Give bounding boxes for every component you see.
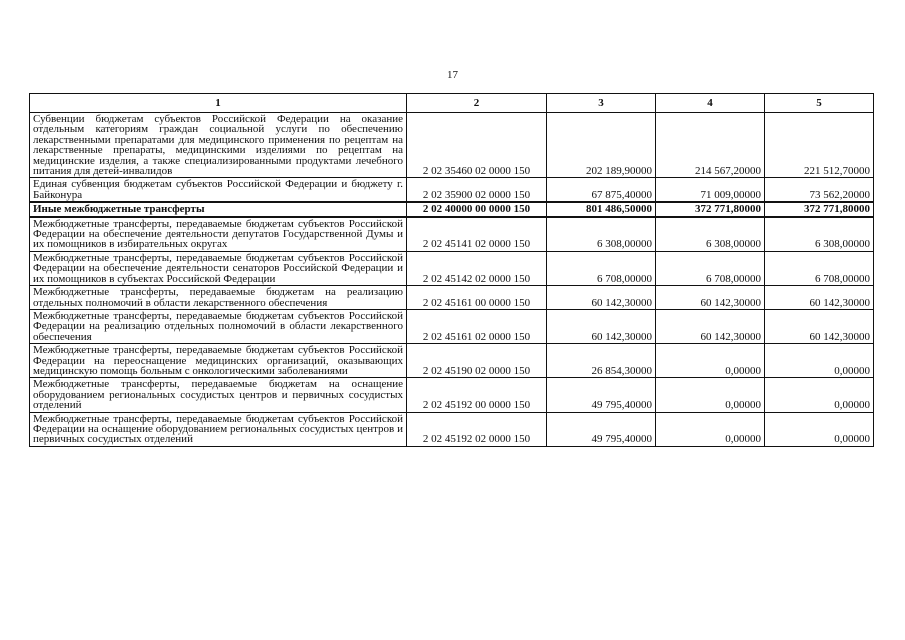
table-row: [30, 178, 874, 202]
row-value-col4: 60 142,30000: [656, 309, 765, 343]
table-row: [30, 378, 874, 412]
row-name-cell: Межбюджетные трансферты, передаваемые бюджетам субъектов Российской Федерации на обеспечение деятельности депутатов Государственной Думы и их помощников в избирательных округах: [30, 217, 407, 252]
page-number: 17: [447, 69, 458, 81]
row-name-cell: Межбюджетные трансферты, передаваемые бюджетам на реализацию отдельных полномочий в области лекарственного обеспечения: [30, 286, 407, 310]
row-name-cell: Иные межбюджетные трансферты: [30, 202, 407, 216]
row-name-cell: Межбюджетные трансферты, передаваемые бюджетам субъектов Российской Федерации на оснащение оборудованием региональных сосудистых центров и первичных сосудистых отделений: [30, 412, 407, 446]
row-value-col4: 0,00000: [656, 412, 765, 446]
row-value-col4: 0,00000: [656, 344, 765, 378]
row-code-cell: 2 02 45142 02 0000 150: [407, 251, 547, 285]
row-name-cell: Межбюджетные трансферты, передаваемые бюджетам субъектов Российской Федерации на обеспечение деятельности сенаторов Российской Федерации и их помощников в субъектах Российской Федерации: [30, 251, 407, 285]
row-value-col3: 49 795,40000: [547, 412, 656, 446]
row-value-col3: 801 486,50000: [547, 202, 656, 216]
row-value-col5: 0,00000: [765, 344, 874, 378]
row-name-cell: Межбюджетные трансферты, передаваемые бюджетам субъектов Российской Федерации на реализацию отдельных полномочий в области лекарственного обеспечения: [30, 309, 407, 343]
table-row: [30, 412, 874, 446]
row-value-col5: 372 771,80000: [765, 202, 874, 216]
row-value-col4: 6 308,00000: [656, 217, 765, 252]
row-name-cell: Единая субвенция бюджетам субъектов Российской Федерации и бюджету г. Байконура: [30, 178, 407, 202]
row-value-col5: 73 562,20000: [765, 178, 874, 202]
row-value-col4: 71 009,00000: [656, 178, 765, 202]
row-code-cell: 2 02 40000 00 0000 150: [407, 202, 547, 216]
row-code-cell: 2 02 45161 00 0000 150: [407, 286, 547, 310]
row-value-col4: 60 142,30000: [656, 286, 765, 310]
row-value-col4: 372 771,80000: [656, 202, 765, 216]
row-value-col4: 0,00000: [656, 378, 765, 412]
row-value-col4: 6 708,00000: [656, 251, 765, 285]
row-code-cell: 2 02 45161 02 0000 150: [407, 309, 547, 343]
row-value-col5: 6 708,00000: [765, 251, 874, 285]
budget-table: [29, 93, 874, 447]
row-name-cell: Межбюджетные трансферты, передаваемые бюджетам субъектов Российской Федерации на переоснащение медицинских организаций, оказывающих медицинскую помощь больным с онкологическими заболеваниями: [30, 344, 407, 378]
row-value-col5: 60 142,30000: [765, 309, 874, 343]
row-value-col3: 67 875,40000: [547, 178, 656, 202]
column-header-1: 1: [30, 94, 407, 113]
row-code-cell: 2 02 45190 02 0000 150: [407, 344, 547, 378]
row-name-cell: Межбюджетные трансферты, передаваемые бюджетам на оснащение оборудованием региональных сосудистых центров и первичных сосудистых отделений: [30, 378, 407, 412]
row-value-col3: 6 308,00000: [547, 217, 656, 252]
row-code-cell: 2 02 45141 02 0000 150: [407, 217, 547, 252]
row-value-col5: 6 308,00000: [765, 217, 874, 252]
row-name-cell: Субвенции бюджетам субъектов Российской Федерации на оказание отдельным категориям граждан социальной услуги по обеспечению лекарственными препаратами для медицинского применения по рецептам на лекарственные препараты, медицинскими изделиями по рецептам на медицинские изделия, а также специализированными продуктами лечебного питания для детей-инвалидов: [30, 113, 407, 178]
table-row: [30, 217, 874, 252]
row-code-cell: 2 02 45192 00 0000 150: [407, 378, 547, 412]
row-value-col3: 6 708,00000: [547, 251, 656, 285]
table-header-row: [30, 94, 874, 113]
table-row: [30, 286, 874, 310]
table-row: [30, 202, 874, 216]
table-row: [30, 113, 874, 178]
row-code-cell: 2 02 45192 02 0000 150: [407, 412, 547, 446]
row-value-col5: 221 512,70000: [765, 113, 874, 178]
row-code-cell: 2 02 35460 02 0000 150: [407, 113, 547, 178]
table-body: [30, 113, 874, 447]
row-value-col3: 60 142,30000: [547, 286, 656, 310]
row-value-col3: 202 189,90000: [547, 113, 656, 178]
row-value-col4: 214 567,20000: [656, 113, 765, 178]
row-value-col3: 49 795,40000: [547, 378, 656, 412]
row-value-col5: 60 142,30000: [765, 286, 874, 310]
table-row: [30, 251, 874, 285]
column-header-5: 5: [765, 94, 874, 113]
table-row: [30, 344, 874, 378]
row-value-col5: 0,00000: [765, 412, 874, 446]
column-header-4: 4: [656, 94, 765, 113]
row-value-col5: 0,00000: [765, 378, 874, 412]
row-value-col3: 26 854,30000: [547, 344, 656, 378]
table-row: [30, 309, 874, 343]
column-header-2: 2: [407, 94, 547, 113]
column-header-3: 3: [547, 94, 656, 113]
row-value-col3: 60 142,30000: [547, 309, 656, 343]
row-code-cell: 2 02 35900 02 0000 150: [407, 178, 547, 202]
